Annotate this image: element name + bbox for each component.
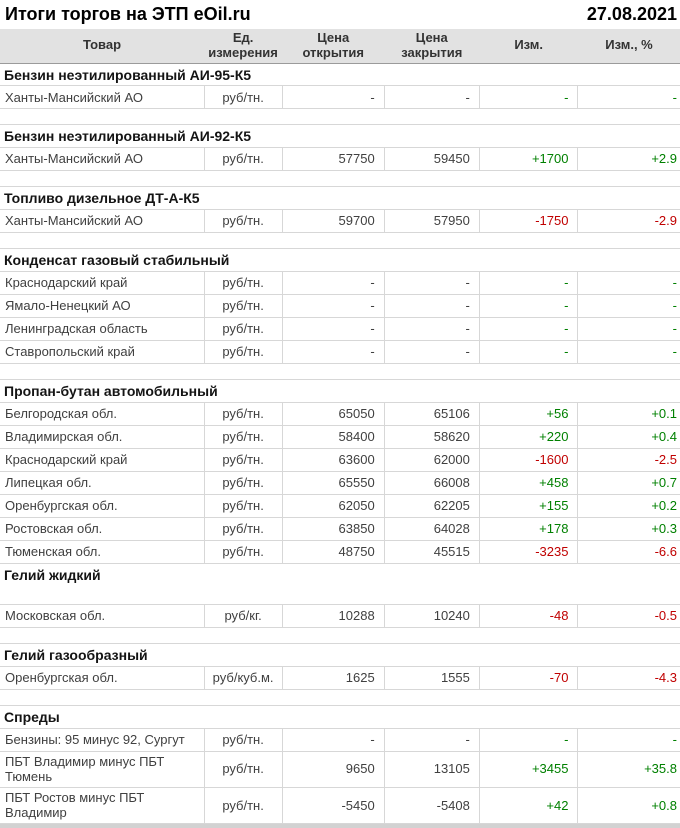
product-cell: Ханты-Мансийский АО — [0, 86, 204, 109]
change-cell: +42 — [479, 787, 578, 823]
unit-cell: руб/куб.м. — [204, 666, 282, 689]
change-cell: - — [479, 271, 578, 294]
close-price-cell: 62000 — [384, 448, 479, 471]
titlebar — [0, 0, 680, 29]
change-pct-cell: +35.8 — [578, 751, 680, 787]
product-cell: Ямало-Ненецкий АО — [0, 294, 204, 317]
table-row — [0, 517, 680, 540]
change-cell: -48 — [479, 604, 578, 627]
product-cell: ПБТ Ростов минус ПБТ Владимир — [0, 787, 204, 823]
close-price-cell: 66008 — [384, 471, 479, 494]
report-date: 27.08.2021 — [586, 4, 677, 24]
open-price-cell: 65550 — [282, 471, 384, 494]
change-pct-cell: +0.4 — [578, 425, 680, 448]
unit-cell: руб/тн. — [204, 448, 282, 471]
section-title: Конденсат газовый стабильный — [0, 249, 680, 272]
section-title: Бензин неэтилированный АИ-92-К5 — [0, 125, 680, 148]
col-header-close: Цена закрытия — [384, 29, 479, 63]
trading-results-table — [0, 29, 680, 824]
unit-cell: руб/тн. — [204, 728, 282, 751]
change-cell: +458 — [479, 471, 578, 494]
close-price-cell: 1555 — [384, 666, 479, 689]
spacer-cell — [0, 109, 680, 125]
change-cell: - — [479, 317, 578, 340]
table-header — [0, 29, 680, 63]
open-price-cell: -5450 — [282, 787, 384, 823]
table-row — [0, 402, 680, 425]
section-title-row — [0, 379, 680, 402]
product-cell: Ханты-Мансийский АО — [0, 210, 204, 233]
close-price-cell: - — [384, 317, 479, 340]
change-cell: - — [479, 340, 578, 363]
change-pct-cell: -2.5 — [578, 448, 680, 471]
col-header-product: Товар — [0, 29, 204, 63]
col-header-change: Изм. — [479, 29, 578, 63]
page-title: Итоги торгов на ЭТП eOil.ru — [5, 4, 251, 24]
change-pct-cell: - — [578, 340, 680, 363]
unit-cell: руб/кг. — [204, 604, 282, 627]
change-pct-cell: - — [578, 294, 680, 317]
open-price-cell: 58400 — [282, 425, 384, 448]
product-cell: Липецкая обл. — [0, 471, 204, 494]
change-cell: +220 — [479, 425, 578, 448]
change-pct-cell: - — [578, 728, 680, 751]
section-title: Гелий жидкий — [0, 563, 680, 585]
table-header-row — [0, 29, 680, 63]
spacer-row — [0, 233, 680, 249]
open-price-cell: - — [282, 340, 384, 363]
change-cell: -3235 — [479, 540, 578, 563]
change-pct-cell: - — [578, 86, 680, 109]
close-price-cell: 13105 — [384, 751, 479, 787]
table-row — [0, 210, 680, 233]
section-title-row — [0, 563, 680, 585]
unit-cell: руб/тн. — [204, 494, 282, 517]
table-row — [0, 604, 680, 627]
open-price-cell: 57750 — [282, 148, 384, 171]
spacer-row — [0, 627, 680, 643]
table-row — [0, 728, 680, 751]
close-price-cell: 57950 — [384, 210, 479, 233]
product-cell: Краснодарский край — [0, 271, 204, 294]
open-price-cell: 1625 — [282, 666, 384, 689]
change-pct-cell: -4.3 — [578, 666, 680, 689]
section-title-row — [0, 705, 680, 728]
open-price-cell: - — [282, 728, 384, 751]
change-pct-cell: +2.9 — [578, 148, 680, 171]
change-pct-cell: +0.1 — [578, 402, 680, 425]
section-title: Гелий газообразный — [0, 643, 680, 666]
change-cell: +155 — [479, 494, 578, 517]
open-price-cell: 63600 — [282, 448, 384, 471]
open-price-cell: - — [282, 317, 384, 340]
open-price-cell: 10288 — [282, 604, 384, 627]
section-title: Бензин неэтилированный АИ-95-К5 — [0, 63, 680, 86]
spacer-cell — [0, 171, 680, 187]
change-pct-cell: +0.8 — [578, 787, 680, 823]
unit-cell: руб/тн. — [204, 294, 282, 317]
close-price-cell: - — [384, 271, 479, 294]
product-cell: Краснодарский край — [0, 448, 204, 471]
change-pct-cell: -0.5 — [578, 604, 680, 627]
unit-cell: руб/тн. — [204, 751, 282, 787]
change-cell: -1750 — [479, 210, 578, 233]
unit-cell: руб/тн. — [204, 787, 282, 823]
unit-cell: руб/тн. — [204, 517, 282, 540]
table-row — [0, 471, 680, 494]
product-cell: Тюменская обл. — [0, 540, 204, 563]
product-cell: Московская обл. — [0, 604, 204, 627]
spacer-cell — [0, 233, 680, 249]
close-price-cell: 10240 — [384, 604, 479, 627]
table-row — [0, 448, 680, 471]
spacer-cell — [0, 363, 680, 379]
spacer-row — [0, 171, 680, 187]
change-cell: +1700 — [479, 148, 578, 171]
product-cell: Оренбургская обл. — [0, 666, 204, 689]
change-cell: - — [479, 86, 578, 109]
table-row — [0, 294, 680, 317]
change-pct-cell: - — [578, 317, 680, 340]
section-title-row — [0, 125, 680, 148]
spacer-cell — [0, 627, 680, 643]
table-row — [0, 317, 680, 340]
close-price-cell: - — [384, 340, 479, 363]
open-price-cell: 65050 — [282, 402, 384, 425]
table-body — [0, 63, 680, 823]
table-row — [0, 425, 680, 448]
product-cell: Владимирская обл. — [0, 425, 204, 448]
unit-cell: руб/тн. — [204, 471, 282, 494]
table-row — [0, 751, 680, 787]
product-cell: ПБТ Владимир минус ПБТ Тюмень — [0, 751, 204, 787]
close-price-cell: 62205 — [384, 494, 479, 517]
change-pct-cell: - — [578, 271, 680, 294]
col-header-change-pct: Изм., % — [578, 29, 680, 63]
change-pct-cell: -2.9 — [578, 210, 680, 233]
change-cell: +56 — [479, 402, 578, 425]
table-row — [0, 540, 680, 563]
spacer-row — [0, 363, 680, 379]
section-title: Спреды — [0, 705, 680, 728]
open-price-cell: - — [282, 86, 384, 109]
table-row — [0, 787, 680, 823]
unit-cell: руб/тн. — [204, 86, 282, 109]
close-price-cell: 58620 — [384, 425, 479, 448]
table-row — [0, 271, 680, 294]
change-pct-cell: +0.3 — [578, 517, 680, 540]
change-cell: +3455 — [479, 751, 578, 787]
spacer-row — [0, 689, 680, 705]
open-price-cell: 9650 — [282, 751, 384, 787]
close-price-cell: - — [384, 294, 479, 317]
unit-cell: руб/тн. — [204, 340, 282, 363]
section-title: Топливо дизельное ДТ-А-К5 — [0, 187, 680, 210]
change-cell: - — [479, 294, 578, 317]
change-pct-cell: +0.7 — [578, 471, 680, 494]
section-title-row — [0, 643, 680, 666]
bottom-strip — [0, 824, 680, 828]
section-title: Пропан-бутан автомобильный — [0, 379, 680, 402]
table-row — [0, 666, 680, 689]
unit-cell: руб/тн. — [204, 210, 282, 233]
open-price-cell: 62050 — [282, 494, 384, 517]
change-pct-cell: -6.6 — [578, 540, 680, 563]
close-price-cell: 59450 — [384, 148, 479, 171]
change-cell: -1600 — [479, 448, 578, 471]
close-price-cell: 45515 — [384, 540, 479, 563]
spacer-cell — [0, 585, 680, 604]
table-row — [0, 86, 680, 109]
unit-cell: руб/тн. — [204, 425, 282, 448]
spacer-cell — [0, 689, 680, 705]
change-cell: -70 — [479, 666, 578, 689]
open-price-cell: - — [282, 294, 384, 317]
table-row — [0, 148, 680, 171]
table-row — [0, 340, 680, 363]
section-title-row — [0, 187, 680, 210]
close-price-cell: -5408 — [384, 787, 479, 823]
product-cell: Ростовская обл. — [0, 517, 204, 540]
col-header-open: Цена открытия — [282, 29, 384, 63]
product-cell: Ставропольский край — [0, 340, 204, 363]
change-cell: +178 — [479, 517, 578, 540]
open-price-cell: 63850 — [282, 517, 384, 540]
spacer-row — [0, 109, 680, 125]
unit-cell: руб/тн. — [204, 271, 282, 294]
product-cell: Оренбургская обл. — [0, 494, 204, 517]
unit-cell: руб/тн. — [204, 540, 282, 563]
unit-cell: руб/тн. — [204, 148, 282, 171]
open-price-cell: - — [282, 271, 384, 294]
spacer-row — [0, 585, 680, 604]
close-price-cell: 64028 — [384, 517, 479, 540]
unit-cell: руб/тн. — [204, 402, 282, 425]
product-cell: Белгородская обл. — [0, 402, 204, 425]
product-cell: Бензины: 95 минус 92, Сургут — [0, 728, 204, 751]
table-row — [0, 494, 680, 517]
section-title-row — [0, 249, 680, 272]
open-price-cell: 59700 — [282, 210, 384, 233]
section-title-row — [0, 63, 680, 86]
product-cell: Ханты-Мансийский АО — [0, 148, 204, 171]
change-cell: - — [479, 728, 578, 751]
close-price-cell: 65106 — [384, 402, 479, 425]
col-header-unit: Ед. измерения — [204, 29, 282, 63]
close-price-cell: - — [384, 86, 479, 109]
close-price-cell: - — [384, 728, 479, 751]
open-price-cell: 48750 — [282, 540, 384, 563]
product-cell: Ленинградская область — [0, 317, 204, 340]
change-pct-cell: +0.2 — [578, 494, 680, 517]
unit-cell: руб/тн. — [204, 317, 282, 340]
